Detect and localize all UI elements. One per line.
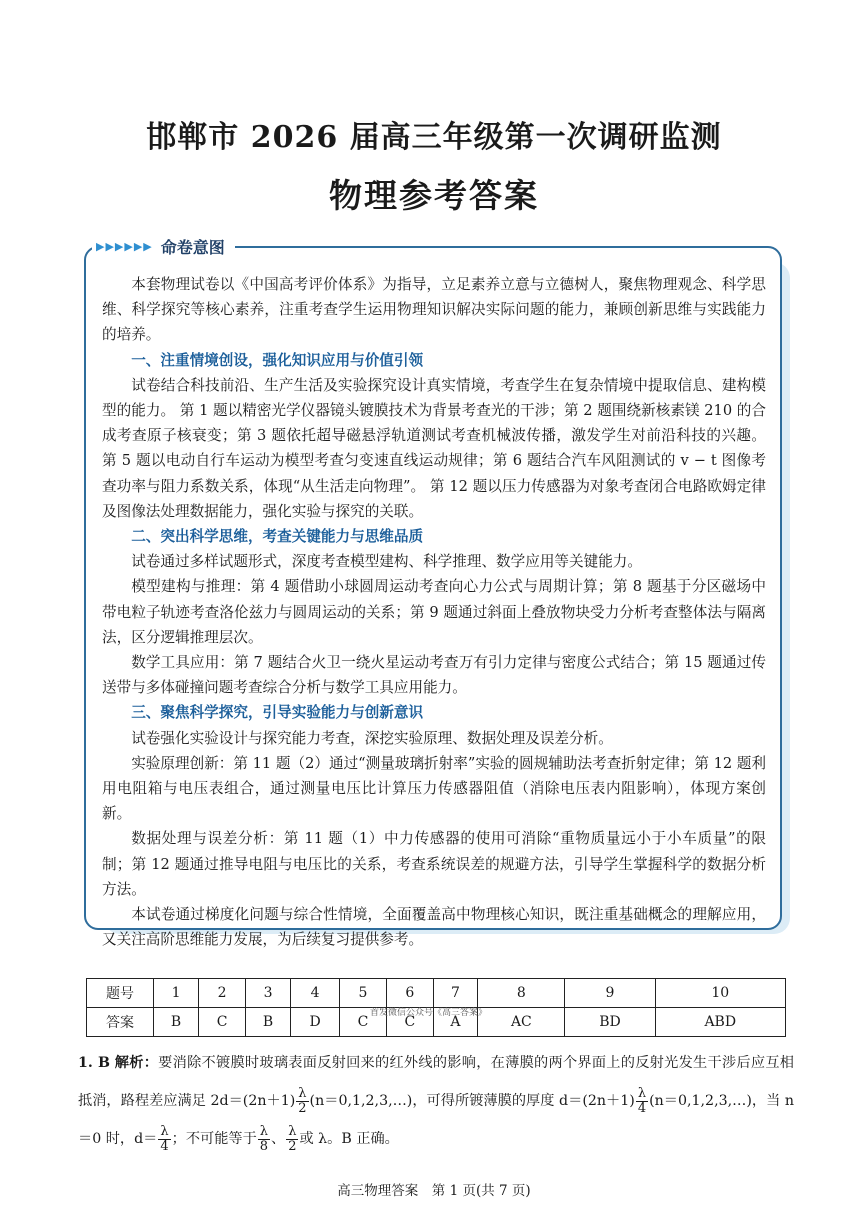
- answer-cell: C: [199, 1008, 246, 1037]
- question-number-cell: 9: [565, 979, 655, 1008]
- intent-paragraph: 数据处理与误差分析：第 11 题（1）中力传感器的使用可消除“重物质量远小于小车质量”的限制；第 12 题通过推导电阻与电压比的关系，考查系统误差的规避方法，引导学生掌握科学的数据分析方法。: [102, 830, 766, 898]
- answer-header: 答案: [87, 1008, 154, 1037]
- answer-cell: C: [386, 1008, 433, 1037]
- answer-cell: BD: [565, 1008, 655, 1037]
- question-number-cell: 8: [478, 979, 565, 1008]
- intent-paragraph: 试卷通过多样试题形式，深度考查模型建构、科学推理、数学应用等关键能力。: [131, 553, 642, 571]
- section-heading: 二、突出科学思维，考查关键能力与思维品质: [131, 528, 424, 546]
- question-number-cell: 7: [433, 979, 477, 1008]
- intent-label: 命卷意图: [160, 237, 225, 257]
- explanation-text: (n＝0,1,2,3,…)，可得所镀薄膜的厚度 d＝(2n＋1): [309, 1093, 635, 1109]
- fraction: $\frac{\lambda}{2}$: [288, 1123, 297, 1154]
- question-number-header: 题号: [87, 979, 154, 1008]
- intent-paragraph: 模型建构与推理：第 4 题借助小球圆周运动考查向心力公式与周期计算；第 8 题基于分区磁场中带电粒子轨迹考查洛伦兹力与圆周运动的关系；第 9 题通过斜面上叠放物块受力分析考查整体法与隔离法，区分逻辑推理层次。: [102, 578, 766, 646]
- fraction: $\frac{\lambda}{8}$: [259, 1123, 269, 1154]
- explanation-1: [78, 1044, 794, 1158]
- fraction: $\frac{\lambda}{2}$: [298, 1085, 307, 1116]
- intent-paragraph: 本试卷通过梯度化问题与综合性情境，全面覆盖高中物理核心知识，既注重基础概念的理解应用，又关注高阶思维能力发展，为后续复习提供参考。: [102, 906, 766, 949]
- page-footer: 高三物理答案 第 1 页(共 7 页): [337, 1183, 531, 1199]
- intent-paragraph: 数学工具应用：第 7 题结合火卫一绕火星运动考查万有引力定律与密度公式结合；第 15 题通过传送带与多体碰撞问题考查综合分析与数学工具应用能力。: [102, 654, 766, 697]
- explanation-text: ；不可能等于: [171, 1131, 257, 1147]
- intent-paragraph: 本套物理试卷以《中国高考评价体系》为指导，立足素养立意与立德树人，聚焦物理观念、科学思维、科学探究等核心素养，注重考查学生运用物理知识解决实际问题的能力，兼顾创新思维与实践能力的培养。: [102, 276, 766, 344]
- answer-cell: D: [291, 1008, 340, 1037]
- explanation-keyword: 解析：: [114, 1055, 159, 1071]
- section-heading: 三、聚焦科学探究，引导实验能力与创新意识: [131, 704, 424, 722]
- watermark-text: 首发微信公众号《高三答案》: [370, 1008, 488, 1018]
- intent-box-tab: [92, 234, 235, 258]
- answer-cell: B: [246, 1008, 291, 1037]
- answer-cell: A: [433, 1008, 477, 1037]
- section-heading: 一、注重情境创设，强化知识应用与价值引领: [131, 351, 424, 369]
- question-number: 1. B: [78, 1055, 111, 1071]
- question-number-cell: 1: [154, 979, 199, 1008]
- explanation-text: 、: [271, 1131, 286, 1147]
- arrow-icons: ▶▶▶▶▶▶: [96, 239, 153, 253]
- question-number-row: [87, 979, 786, 1008]
- answer-cell: B: [154, 1008, 199, 1037]
- explanation-text: (n＝0,1,2,3,…)，当 n＝0 时，d＝: [78, 1093, 794, 1147]
- answer-cell: ABD: [655, 1008, 786, 1037]
- answer-cell: C: [340, 1008, 387, 1037]
- answer-cell: AC: [478, 1008, 565, 1037]
- explanation-text: 要消除不镀膜时玻璃表面反射回来的红外线的影响，在薄膜的两个界面上的反射光发生干涉后应互相抵消，路程差应满足 2d＝(2n＋1): [78, 1055, 794, 1109]
- question-number-cell: 5: [340, 979, 387, 1008]
- intent-paragraph: 实验原理创新：第 11 题（2）通过“测量玻璃折射率”实验的圆规辅助法考查折射定律；第 12 题利用电阻箱与电压表组合，通过测量电压比计算压力传感器阻值（消除电压表内阻影响），体现方案创新。: [102, 754, 766, 823]
- question-number-cell: 6: [386, 979, 433, 1008]
- question-number-cell: 3: [246, 979, 291, 1008]
- answer-key-title: 物理参考答案: [329, 176, 539, 215]
- exam-title: 邯郸市 2026 届高三年级第一次调研监测: [146, 120, 722, 155]
- question-number-cell: 10: [655, 979, 786, 1008]
- question-number-cell: 2: [199, 979, 246, 1008]
- intent-paragraph: 试卷强化实验设计与探究能力考查，深挖实验原理、数据处理及误差分析。: [131, 729, 613, 747]
- explanation-text: 或 λ。B 正确。: [299, 1131, 399, 1147]
- intent-body: [102, 272, 766, 952]
- fraction: $\frac{\lambda}{4}$: [637, 1085, 647, 1116]
- intent-paragraph: 试卷结合科技前沿、生产生活及实验探究设计真实情境，考查学生在复杂情境中提取信息、建构模型的能力。 第 1 题以精密光学仪器镜头镀膜技术为背景考查光的干涉；第 2 题围绕新核素镁 210 的合成考查原子核衰变；第 3 题依托超导磁悬浮轨道测试考查机械波传播，激发学生对前沿科技的兴趣。 第 5 题以电动自行车运动为模型考查匀变速直线运动规律；第 6 题结合汽车风阻测试的 v − t 图像考查功率与阻力系数关系，体现“从生活走向物理”。 第 12 题以压力传感器为对象考查闭合电路欧姆定律及图像法处理数据能力，强化实验与探究的关联。: [102, 376, 766, 520]
- fraction: $\frac{\lambda}{4}$: [160, 1123, 169, 1154]
- question-number-cell: 4: [291, 979, 340, 1008]
